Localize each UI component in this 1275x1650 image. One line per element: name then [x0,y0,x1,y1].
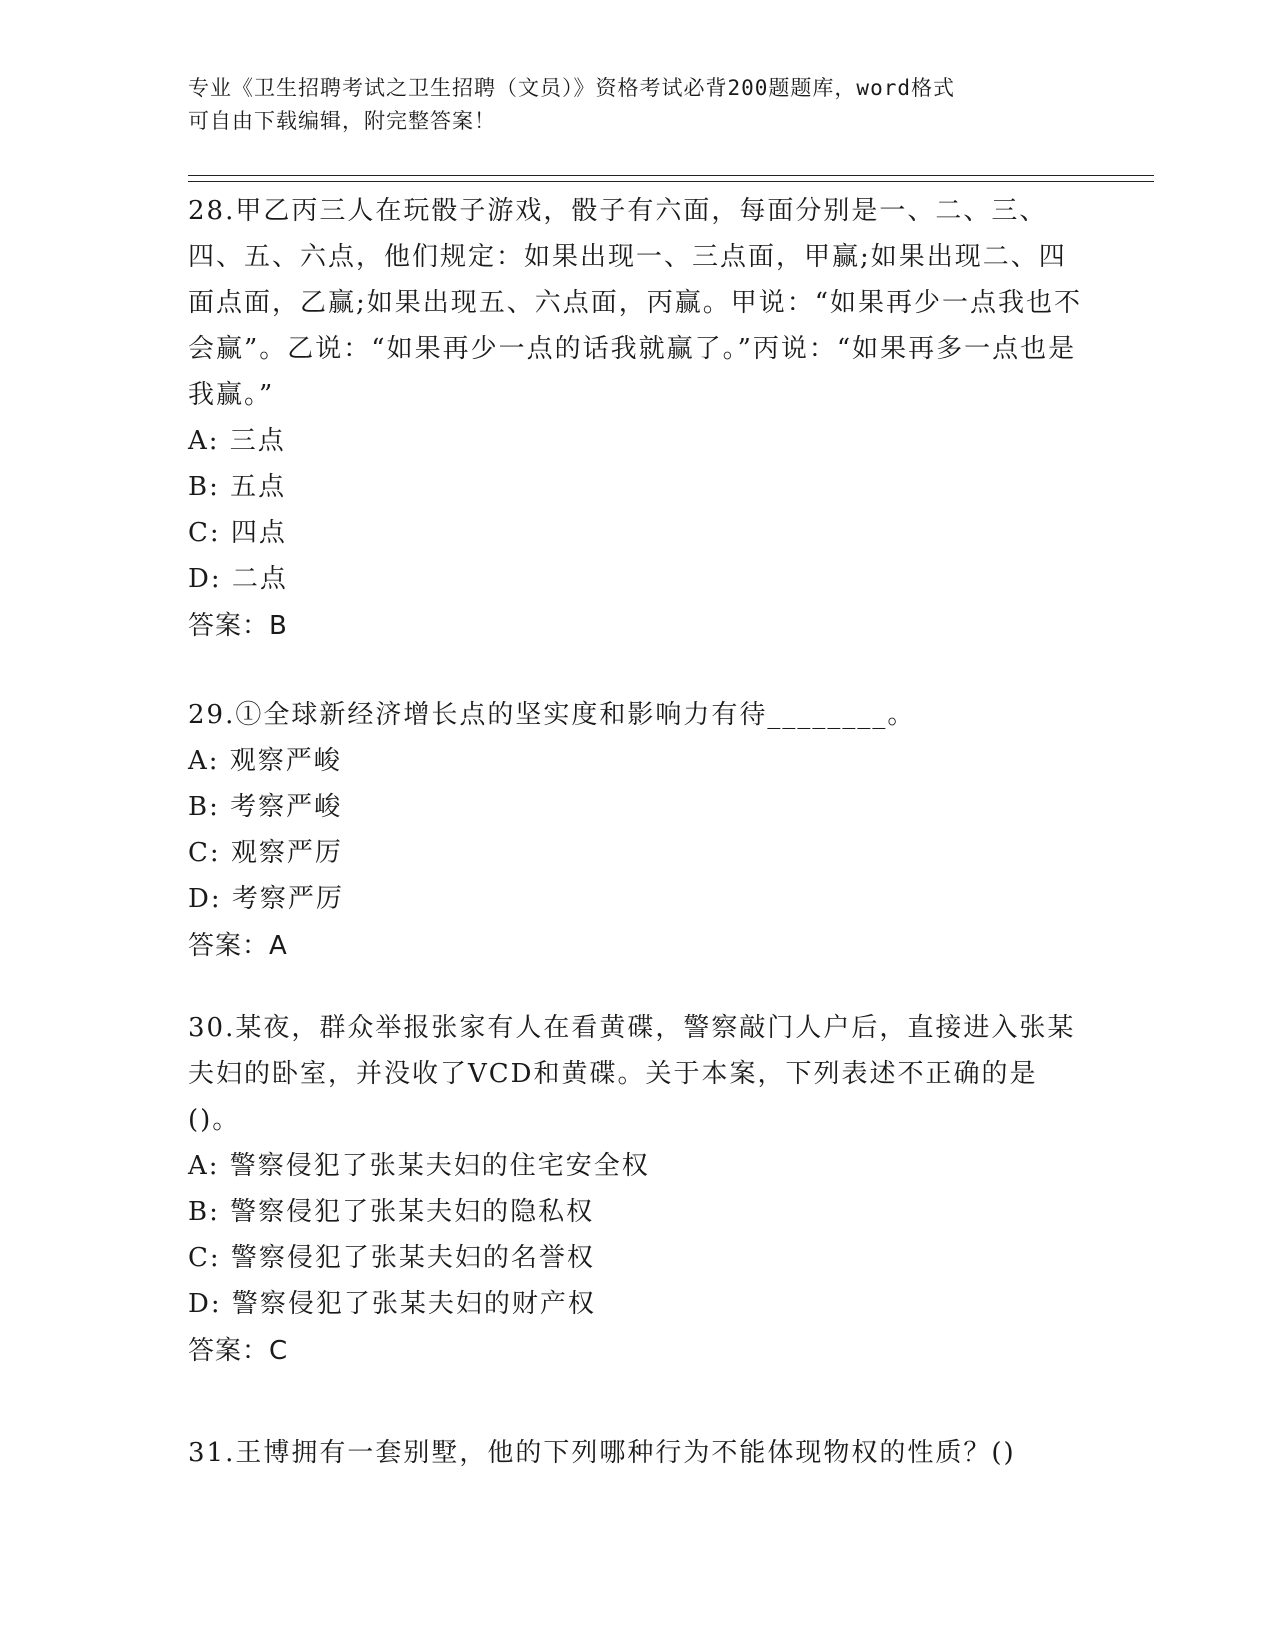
question-28 [188,188,1088,650]
option-a: A: 警察侵犯了张某夫妇的住宅安全权 [188,1151,650,1181]
option-b: B: 考察严峻 [188,792,343,822]
question-29 [188,692,1088,970]
question-30 [188,1005,1088,1375]
header-divider-bottom [188,181,1154,182]
option-b: B: 警察侵犯了张某夫妇的隐私权 [188,1197,595,1227]
answer-line: 答案：A [188,931,288,961]
question-stem: 31.王博拥有一套别墅，他的下列哪种行为不能体现物权的性质？() [188,1438,1016,1468]
option-d: D: 警察侵犯了张某夫妇的财产权 [188,1289,596,1319]
answer-line: 答案：B [188,611,288,641]
option-d: D: 考察严厉 [188,884,344,914]
option-c: C: 四点 [188,518,287,548]
option-d: D: 二点 [188,564,288,594]
question-31 [188,1430,1088,1476]
option-a: A: 三点 [188,426,286,456]
option-b: B: 五点 [188,472,287,502]
header-divider-top [188,175,1154,176]
answer-line: 答案：C [188,1336,289,1366]
document-header [188,72,1068,138]
question-stem: 28.甲乙丙三人在玩骰子游戏，骰子有六面，每面分别是一、二、三、四、五、六点，他们规定：如果出现一、三点面，甲赢;如果出现二、四面点面，乙赢;如果出现五、六点面，丙赢。甲说：“如果再少一点我也不会赢”。乙说：“如果再少一点的话我就赢了。”丙说：“如果再多一点也是我赢。” [188,196,1083,410]
option-c: C: 观察严厉 [188,838,343,868]
question-stem: 29.①全球新经济增长点的坚实度和影响力有待________。 [188,700,916,730]
header-line-1: 专业《卫生招聘考试之卫生招聘（文员）》资格考试必背200题题库，word格式 [188,76,955,100]
header-line-2: 可自由下载编辑，附完整答案！ [188,109,496,133]
question-stem: 30.某夜，群众举报张家有人在看黄碟，警察敲门人户后，直接进入张某夫妇的卧室，并没收了VCD和黄碟。关于本案，下列表述不正确的是()。 [188,1013,1076,1135]
option-c: C: 警察侵犯了张某夫妇的名誉权 [188,1243,595,1273]
option-a: A: 观察严峻 [188,746,342,776]
